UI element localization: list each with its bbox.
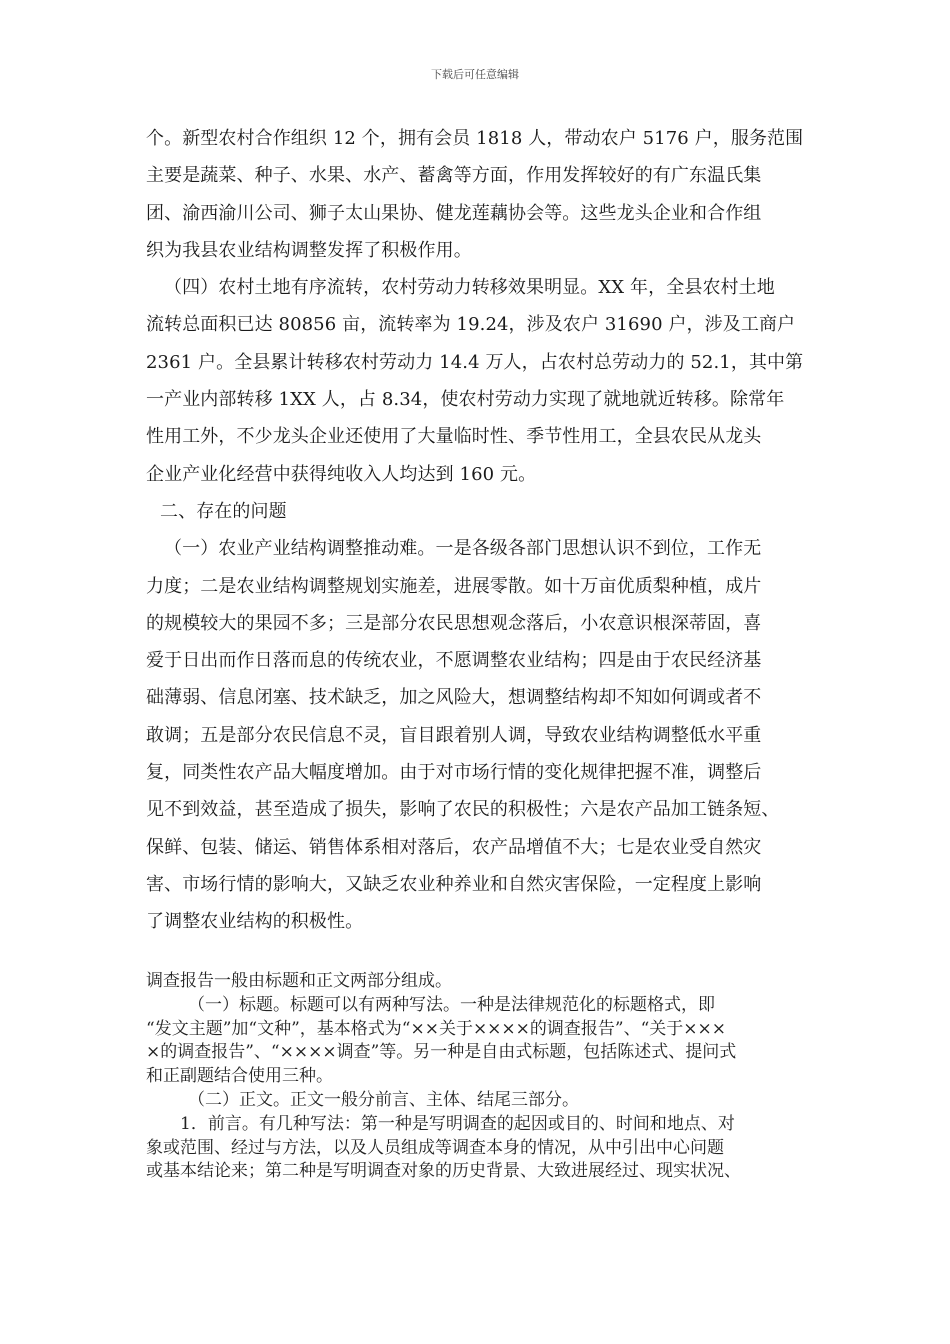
- text-line: 团、渝西渝川公司、狮子太山果协、健龙莲藕协会等。这些龙头企业和合作组: [146, 202, 762, 224]
- text-line: 爱于日出而作日落而息的传统农业，不愿调整农业结构；四是由于农民经济基: [146, 650, 762, 672]
- text-line: 敢调；五是部分农民信息不灵，盲目跟着别人调，导致农业结构调整低水平重: [146, 724, 762, 746]
- text-line: 害、市场行情的影响大，又缺乏农业种养业和自然灾害保险，一定程度上影响: [146, 873, 762, 895]
- text-line: 性用工外，不少龙头企业还使用了大量临时性、季节性用工，全县农民从龙头: [146, 426, 762, 448]
- text-line: 个。新型农村合作组织 12 个，拥有会员 1818 人，带动农户 5176 户，服务范围: [146, 128, 804, 149]
- text-line: （四）农村土地有序流转，农村劳动力转移效果明显。XX 年，全县农村土地: [164, 277, 775, 299]
- paragraph-cooperatives: [146, 120, 818, 269]
- text-line: 企业产业化经营中获得纯收入人均达到 160 元。: [146, 463, 537, 485]
- text-line: 1．前言。有几种写法：第一种是写明调查的起因或目的、时间和地点、对: [180, 1113, 735, 1134]
- paragraph-problems: [146, 530, 818, 940]
- text-line: 一产业内部转移 1XX 人，占 8.34，使农村劳动力实现了就地就近转移。除常年: [146, 389, 785, 411]
- text-line: 复，同类性农产品大幅度增加。由于对市场行情的变化规律把握不准，调整后: [146, 762, 762, 784]
- text-line: 流转总面积已达 80856 亩，流转率为 19.24，涉及农户 31690 户，涉及工商户: [146, 314, 796, 336]
- text-line: 了调整农业结构的积极性。: [146, 911, 364, 933]
- guide-intro: 调查报告一般由标题和正文两部分组成。: [146, 971, 452, 991]
- report-guide: [146, 970, 826, 1184]
- text-line: 主要是蔬菜、种子、水果、水产、蓄禽等方面，作用发挥较好的有广东温氏集: [146, 165, 762, 187]
- text-line: 的规模较大的果园不多；三是部分农民思想观念落后，小农意识根深蒂固，喜: [146, 612, 762, 634]
- text-line: （一）标题。标题可以有两种写法。一种是法律规范化的标题格式，即: [188, 994, 715, 1015]
- text-line: 或基本结论来；第二种是写明调查对象的历史背景、大致进展经过、现实状况、: [146, 1161, 741, 1182]
- text-line: 2361 户。全县累计转移农村劳动力 14.4 万人，占农村总劳动力的 52.1，其中第: [146, 351, 804, 373]
- text-line: 见不到效益，甚至造成了损失，影响了农民的积极性；六是农产品加工链条短、: [146, 799, 780, 821]
- paragraph-land-transfer: [146, 269, 818, 493]
- page-header: 下载后可任意编辑: [431, 68, 519, 81]
- text-line: 保鲜、包装、储运、销售体系相对落后，农产品增值不大；七是农业受自然灾: [146, 836, 762, 858]
- text-line: 础薄弱、信息闭塞、技术缺乏，加之风险大，想调整结构却不知如何调或者不: [146, 687, 762, 709]
- text-line: 力度；二是农业结构调整规划实施差，进展零散。如十万亩优质梨种植，成片: [146, 575, 762, 597]
- guide-body-paragraph: （二）正文。正文一般分前言、主体、结尾三部分。: [188, 1089, 579, 1110]
- text-line: ×的调查报告”、“××××调查”等。另一种是自由式标题，包括陈述式、提问式: [146, 1042, 737, 1063]
- text-line: “发文主题”加“文种”，基本格式为“××关于××××的调查报告”、“关于×××: [146, 1018, 727, 1039]
- section-heading-problems: 二、存在的问题: [160, 500, 287, 522]
- document-body: [146, 120, 818, 941]
- guide-title-paragraph: [146, 994, 826, 1089]
- guide-preface-paragraph: [146, 1113, 826, 1184]
- text-line: 织为我县农业结构调整发挥了积极作用。: [146, 239, 472, 261]
- text-line: 象或范围、经过与方法，以及人员组成等调查本身的情况，从中引出中心问题: [146, 1137, 724, 1158]
- text-line: 和正副题结合使用三种。: [146, 1066, 333, 1087]
- text-line: （一）农业产业结构调整推动难。一是各级各部门思想认识不到位，工作无: [164, 538, 762, 560]
